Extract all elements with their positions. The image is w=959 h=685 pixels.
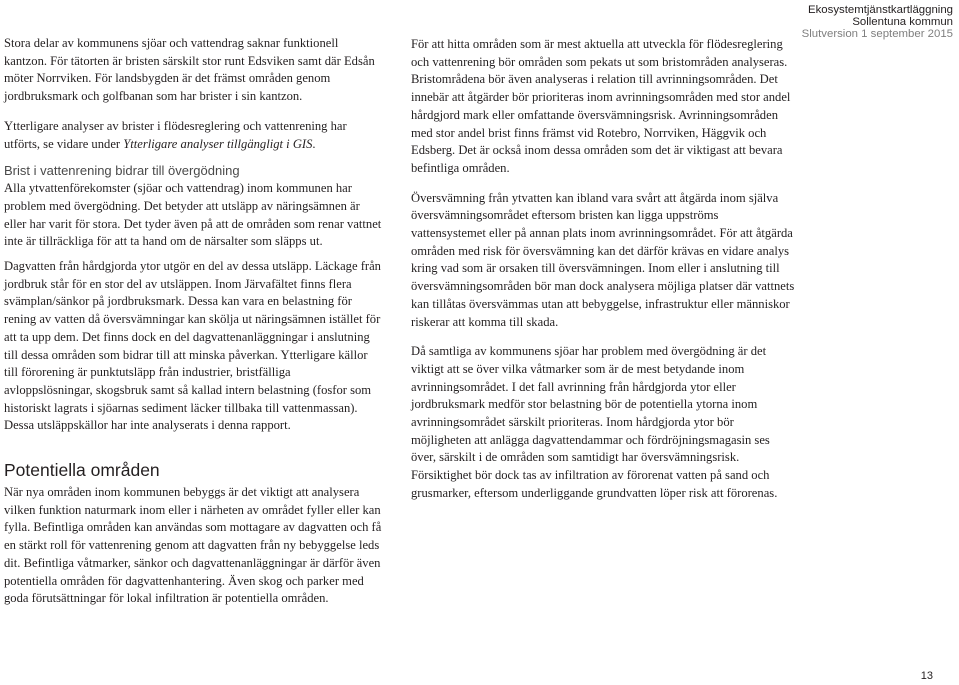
gis-reference: Ytterligare analyser tillgängligt i GIS: [123, 136, 313, 151]
subheading-overgodning: Brist i vattenrening bidrar till övergödning: [4, 163, 240, 179]
paragraph-dagvatten: Dagvatten från hårdgjorda ytor utgör en del av dessa utsläpp. Läckage från jordbruk står för en stor del av utsläppen. Inom Järvafältet finns flera svämplan/sänkor på jordbruksmark. Dessa kan vara en belastning för rening av vatten då översvämningar kan skölja ut näringsämnen istället för att ta upp dem. Det finns dock en del dagvattenanläggningar i anslutning till dessa områden som bidrar till att minska påverkan. Ytterligare källor till förorening är punktutsläpp från industrier, bristfälliga avloppslösningar, skogsbruk samt så kallad intern belastning (fosfor som historiskt lagrats i sjöarnas sediment läcker tillbaka till vattenmassan). Dessa utsläppskällor har inte analyserats i denna rapport.: [4, 259, 381, 433]
section-heading-potentiella-omraden: Potentiella områden: [4, 460, 160, 481]
paragraph-oversvamning: Översvämning från ytvatten kan ibland vara svårt att åtgärda inom själva översvämningsområdet eftersom bristen kan ligga uppströms vattensystemet eller på annan plats inom avrinningsområdet. För att åtgärda områden med risk för översvämning kan det därför krävas en vidare analys kring vad som är orsaken till översvämningen. Inom eller i anslutning till översvämningsområden bör man dock analysera möjliga platser där vattnets kan tillåtas översvämmas utan att bebyggelse, infrastruktur eller människor riskerar att komma till skada.: [411, 190, 795, 329]
report-title: Ekosystemtjänstkartläggning: [808, 4, 953, 16]
paragraph-nya-omraden: När nya områden inom kommunen bebyggs är det viktigt att analysera vilken funktion naturmark inom eller i närheten av området fyller eller kan fylla. Befintliga områden kan användas som mottagare av dagvatten och få en stärkt roll för vattenrening genom att dagvatten från ny bebyggelse leds dit. Befintliga våtmarker, sänkor och dagvattenanläggningar är därför även potentiella områden för dagvattenhantering. Även skog och parker med goda förutsättningar för lokal infiltration är potentiella områden.: [4, 485, 382, 606]
further-analysis-end: .: [312, 136, 316, 151]
paragraph-ytvatten: Alla ytvattenförekomster (sjöar och vattendrag) inom kommunen har problem med övergödning. Det betyder att utsläpp av näringsämnen är eller har varit för stora. Det tyder även på att de områden som renar vattnet inte är tillräckliga för att ta hand om de närsalter som släpps ut.: [4, 181, 382, 249]
paragraph-sjoar-overgodning: Då samtliga av kommunens sjöar har problem med övergödning är det viktigt att se över vilka våtmarker som är de mest betydande inom avrinningsområdet. I det fall avrinning från hårdgjorda ytor eller jordbruksmark medför stor belastning bör de potentiella ytorna inom avrinningsområdet särskilt prioriteras. Inom hårdgjorda ytor bör möjligheten att anlägga dagvattendammar och fördröjningsmagasin ses över, särskilt i de områden som samtidigt har översvämningsrisk. Försiktighet bör dock tas av infiltration av förorenat vatten på sand och grusmarker, eftersom underliggande grundvatten löper risk att förorenas.: [411, 344, 778, 500]
further-analysis-text: Ytterligare analyser av brister i flödesreglering och vattenrening har utförts, se vidare under: [4, 118, 347, 151]
left-column: [4, 35, 382, 608]
version-label: Slutversion 1 september 2015: [801, 28, 953, 40]
paragraph-kantzon: Stora delar av kommunens sjöar och vattendrag saknar funktionell kantzon. För tätorten är bristen särskilt stor runt Edsviken samt där Edsån möter Norrviken. För landsbygden är det främst områden genom jordbruksmark och golfbanan som har brister i sin kantzon.: [4, 36, 375, 104]
page-number: 13: [920, 670, 933, 682]
paragraph-hitta-omraden: För att hitta områden som är mest aktuella att utveckla för flödesreglering och vattenrening bör områden som pekats ut som bristområden analyseras. Bristområdena bör även analyseras i relation till avrinningsområden. Det innebär att åtgärder bör prioriteras inom avrinningsområden med stor andel hårdgjord mark eller omfattande översvämningsrisk. Avrinningsområden med stor andel brist finns främst vid Rotebro, Norrviken, Häggvik och Edsberg. Det är också inom dessa områden som det är viktigast att bevara befintliga områden.: [411, 37, 791, 175]
municipality-name: Sollentuna kommun: [852, 16, 953, 28]
paragraph-further-analysis: [4, 118, 382, 153]
right-column: [411, 36, 796, 503]
page-header: [802, 4, 953, 40]
